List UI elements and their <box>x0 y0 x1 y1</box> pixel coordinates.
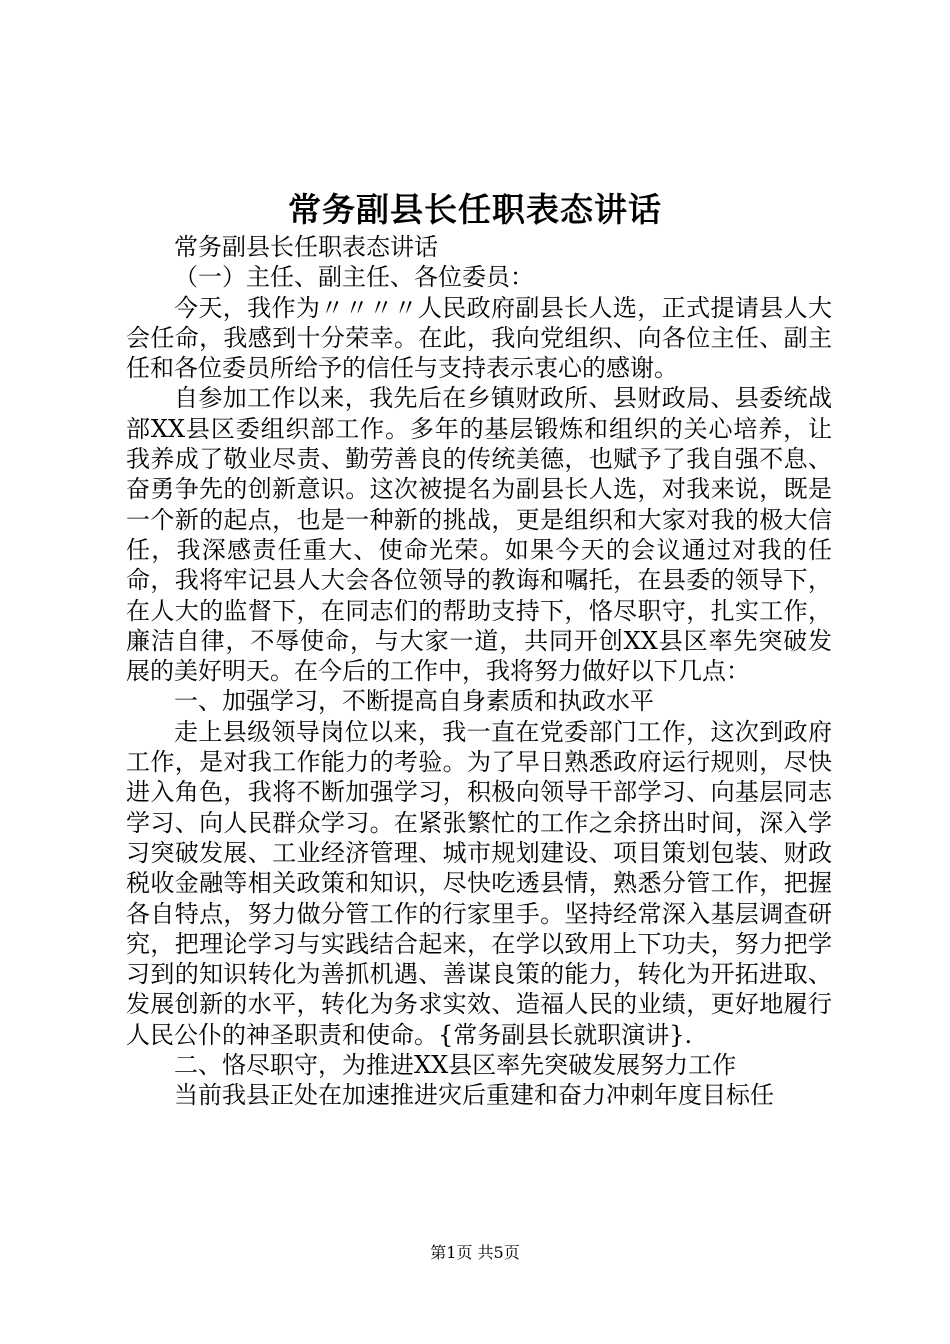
paragraph-section-1: 走上县级领导岗位以来，我一直在党委部门工作，这次到政府工作，是对我工作能力的考验。为了早日熟悉政府运行规则，尽快进入角色，我将不断加强学习，积极向领导干部学习、向基层同志学习、向人民群众学习。在紧张繁忙的工作之余挤出时间，深入学习突破发展、工业经济管理、城市规划建设、项目策划包装、财政税收金融等相关政策和知识，尽快吃透县情，熟悉分管工作，把握各自特点，努力做分管工作的行家里手。坚持经常深入基层调查研究，把理论学习与实践结合起来，在学以致用上下功夫，努力把学习到的知识转化为善抓机遇、善谋良策的能力，转化为开拓进取、发展创新的水平，转化为务求实效、造福人民的业绩，更好地履行人民公仆的神圣职责和使命。{常务副县长就职演讲}. <box>126 717 832 1049</box>
paragraph-subtitle: 常务副县长任职表态讲话 <box>174 233 438 261</box>
section-heading-2: 二、恪尽职守，为推进XX县区率先突破发展努力工作 <box>174 1051 737 1080</box>
section-heading-1: 一、加强学习，不断提高自身素质和执政水平 <box>174 687 654 716</box>
document-body <box>126 232 832 1111</box>
document-title: 常务副县长任职表态讲话 <box>288 190 662 229</box>
paragraph-background: 自参加工作以来，我先后在乡镇财政所、县财政局、县委统战部XX县区委组织部工作。多年的基层锻炼和组织的关心培养，让我养成了敬业尽责、勤劳善良的传统美德，也赋予了我自强不息、奋勇争先的创新意识。这次被提名为副县长人选，对我来说，既是一个新的起点，也是一种新的挑战，更是组织和大家对我的极大信任，我深感责任重大、使命光荣。如果今天的会议通过对我的任命，我将牢记县人大会各位领导的教诲和嘱托，在县委的领导下，在人大的监督下，在同志们的帮助支持下，恪尽职守，扎实工作，廉洁自律，不辱使命，与大家一道，共同开创XX县区率先突破发展的美好明天。在今后的工作中，我将努力做好以下几点： <box>126 384 832 686</box>
paragraph-section-2: 当前我县正处在加速推进灾后重建和奋力冲刺年度目标任 <box>174 1081 774 1110</box>
paragraph-intro: 今天，我作为〃〃〃〃人民政府副县长人选，正式提请县人大会任命，我感到十分荣幸。在此，我向党组织、向各位主任、副主任和各位委员所给予的信任与支持表示衷心的感谢。 <box>126 293 832 383</box>
paragraph-salutation: （一）主任、副主任、各位委员： <box>174 263 534 292</box>
page-footer: 第1页 共5页 <box>430 1243 520 1262</box>
